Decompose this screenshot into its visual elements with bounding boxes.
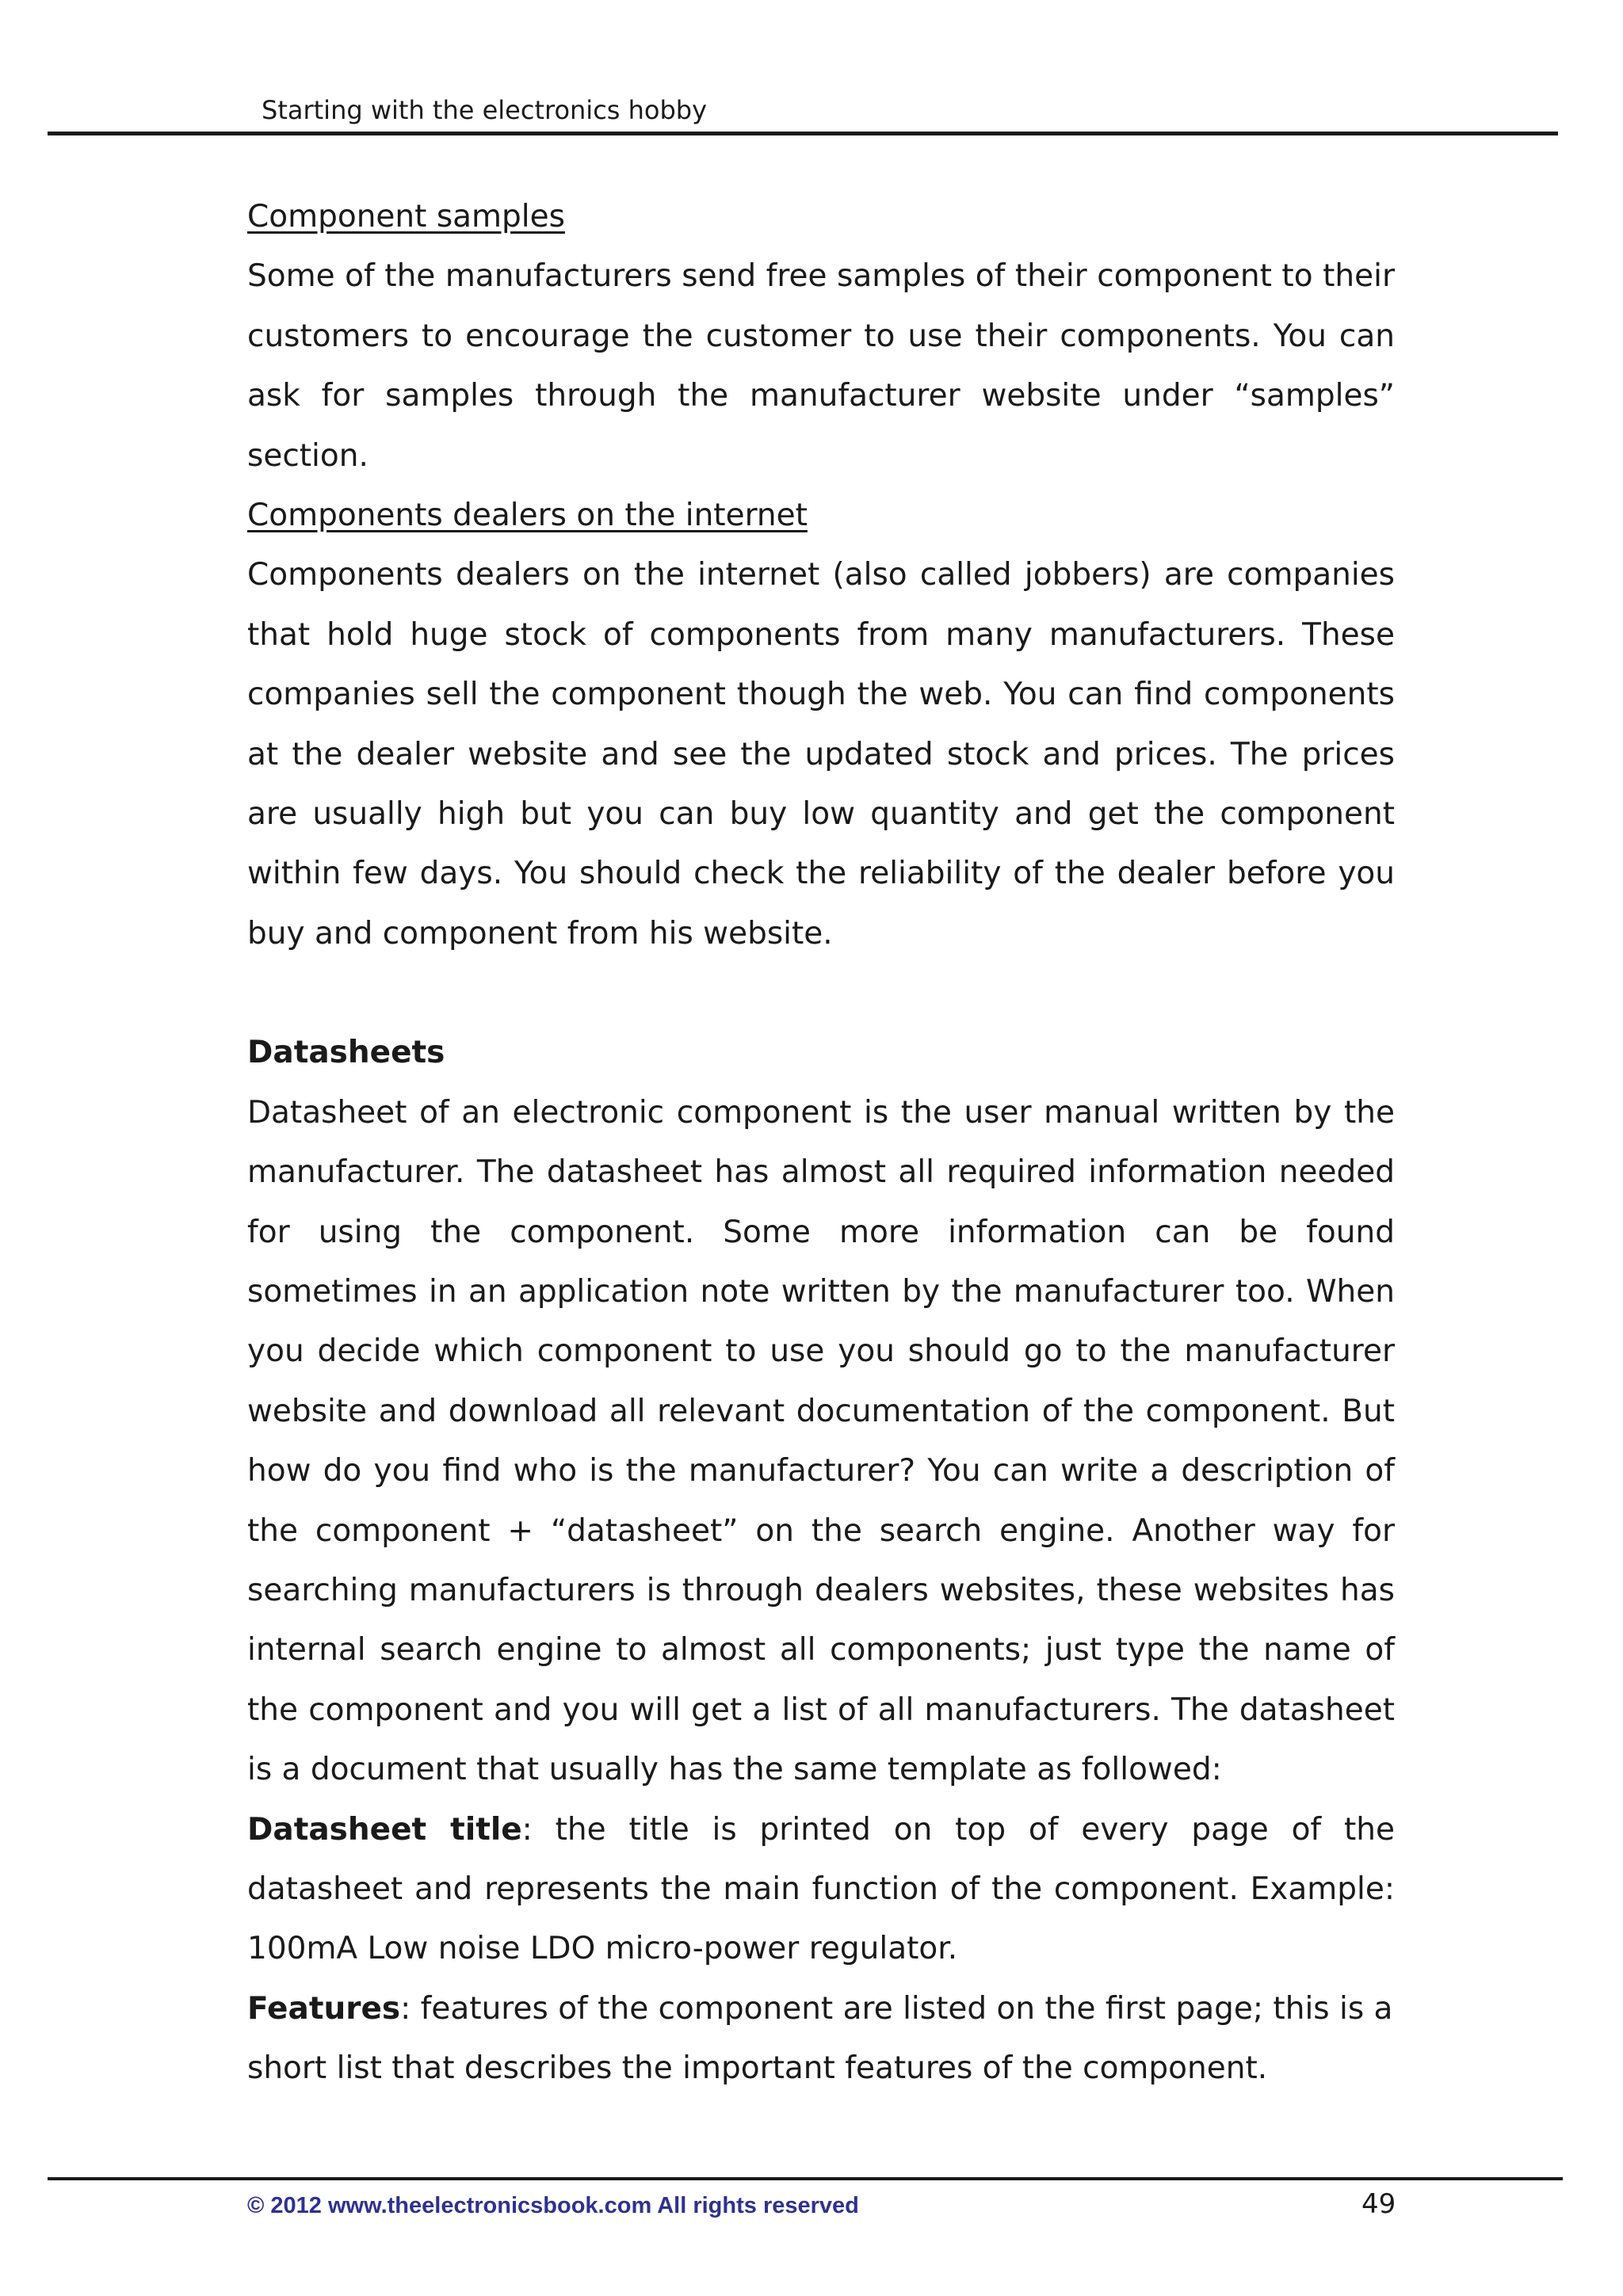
footer-rule	[48, 2177, 1563, 2180]
page-number: 49	[1361, 2188, 1396, 2220]
definition-datasheet-title	[247, 1800, 1395, 1979]
definition-term: Datasheet title	[247, 1811, 522, 1848]
definition-text: : features of the component are listed on the first page; this is a short list that describes the important features of the component.	[247, 1990, 1393, 2087]
subheading-text: Component samples	[247, 199, 565, 235]
running-header: Starting with the electronics hobby	[262, 95, 708, 125]
definition-term: Features	[247, 1990, 401, 2027]
page-body	[247, 187, 1395, 2099]
paragraph-component-dealers: Components dealers on the internet (also called jobbers) are companies that hold huge stock of components from many manufacturers. These companies sell the component though the web. You can find components at the dealer website and see the updated stock and prices. The prices are usually high but you can buy low quantity and get the component within few days. You should check the reliability of the dealer before you buy and component from his website.	[247, 557, 1395, 952]
definition-features	[247, 1979, 1395, 2099]
subheading-text: Components dealers on the internet	[247, 498, 808, 534]
paragraph-component-samples: Some of the manufacturers send free samples of their component to their customers to encourage the customer to use their components. You can ask for samples through the manufacturer website under “samples” section.	[247, 258, 1395, 474]
section-gap	[247, 963, 1395, 1023]
paragraph-datasheets: Datasheet of an electronic component is the user manual written by the manufacturer. The datasheet has almost all required information needed for using the component. Some more information can be found sometimes in an application note written by the manufacturer too. When you decide which component to use you should go to the manufacturer website and download all relevant documentation of the component. But how do you find who is the manufacturer? You can write a description of the component + “datasheet” on the search engine. Another way for searching manufacturers is through dealers websites, these websites has internal search engine to almost all components; just type the name of the component and you will get a list of all manufacturers. The datasheet is a document that usually has the same template as followed:	[247, 1094, 1395, 1788]
footer-copyright: © 2012 www.theelectronicsbook.com All rights reserved	[247, 2193, 859, 2218]
subheading-component-dealers	[247, 486, 1395, 545]
subheading-component-samples	[247, 187, 1395, 246]
definition-text: : the title is printed on top of every page of the datasheet and represents the main function of the component. Example: 100mA Low noise LDO micro-power regulator.	[247, 1811, 1395, 1967]
header-rule	[48, 132, 1558, 135]
section-title-datasheets: Datasheets	[247, 1035, 445, 1071]
